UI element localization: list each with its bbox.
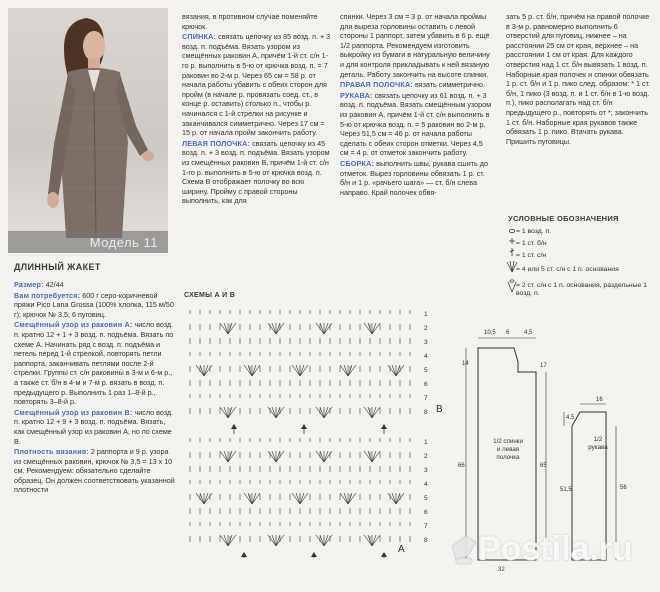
chart-b-shell-stroke <box>372 407 376 418</box>
chain-icon <box>509 229 514 232</box>
back-label: СПИНКА: <box>182 32 217 42</box>
scheme-a-label: A <box>398 544 405 555</box>
chart-b-shell-stroke <box>324 323 332 334</box>
pattern-a-label: Смещённый узор из раковин А: <box>14 320 133 330</box>
dim-14: 14 <box>462 361 469 367</box>
legend-item-sc: = 1 ст. б/н <box>516 240 547 247</box>
chart-b-shell-stroke <box>300 365 308 376</box>
chart-b-row-number: 5 <box>424 367 428 374</box>
chart-b-row-number: 2 <box>424 325 428 332</box>
chart-a-shell-stroke <box>320 535 324 546</box>
chart-b-shell-stroke <box>296 365 300 376</box>
col3-top-text: спинки. Через 3 см = 3 р. от начала проймы для выреза горловины оставить с левой стороны 1 раппорт, затем убавить в 6 р. ещё 1/2 раппорта. Рекомендуем изготовить выкройку из бумаги в натуральную величину и для контроля прикладывать к ней вязаную деталь. Работу закончить на высоте спинки. <box>340 12 490 79</box>
density-label: Плотность вязания: <box>14 447 89 457</box>
chart-b-row-number: 1 <box>424 311 428 318</box>
column-2 <box>182 12 332 207</box>
assembly-label: СБОРКА: <box>340 158 375 168</box>
chart-b-shell-stroke <box>340 365 348 376</box>
chart-a-shell-stroke <box>272 535 276 546</box>
chart-a-shell-stroke <box>224 451 228 462</box>
chart-a-shell-stroke <box>372 535 376 546</box>
chart-a-shell-stroke <box>268 451 276 462</box>
chart-a-shell-stroke <box>244 493 252 504</box>
article-title: ДЛИННЫЙ ЖАКЕТ <box>14 262 101 272</box>
chart-b-shell-stroke <box>324 407 332 418</box>
dim-top-3: 4,5 <box>524 330 533 336</box>
chart-a-shell-stroke <box>204 493 212 504</box>
chart-b-shell-stroke <box>268 323 276 334</box>
chart-b-shell-stroke <box>292 365 300 376</box>
model-caption: Модель 11 <box>89 235 158 250</box>
model-photo <box>8 8 168 253</box>
chart-a-row-number: 6 <box>424 509 428 516</box>
chart-a-shell-stroke <box>344 493 348 504</box>
chart-a-shell-stroke <box>200 493 204 504</box>
sleeve-dim-16: 16 <box>596 397 603 403</box>
back-text: связать цепочку из 85 возд. п. + 3 возд. п. подъёма. Вязать узором из смещённых раковин А, причём 1-й ст. с/н 1-го р. выполнить в 5-ю от крючка возд. п. = 7 раковин во 2-м р. Через 65 см = 58 р. от начала работы убавить с обеих сторон для пройм (в начале р. провязать соед. ст., в конце р. оставить) столько п., чтобы р. начинался с 1-й стрелки на рисунке и заканчивался симметрично. Через 17 см = 15 р. от начала пройм закончить работу. <box>182 32 331 138</box>
v-stitch-icon <box>508 280 516 292</box>
chart-b-shell-stroke <box>276 407 280 418</box>
col2-top-text: вязания, в противном случае поменяйте крючок. <box>182 12 318 31</box>
chart-a-shell-stroke <box>300 493 304 504</box>
chart-a-shell-stroke <box>364 535 372 546</box>
chart-b-shell-stroke <box>200 365 204 376</box>
chart-a-shell-stroke <box>372 451 380 462</box>
density-text: 2 раппорта и 9 р. узора из смещённых раковин, крючок № 3,5 = 13 х 10 см. Рекомендуем: обязательно сделайте образец. Он должен соответствовать указанной плотности <box>14 447 175 495</box>
chart-a-shell-stroke <box>204 493 208 504</box>
chart-b-shell-stroke <box>224 323 228 334</box>
materials-label: Вам потребуется: <box>14 290 81 300</box>
dim-66: 66 <box>458 463 465 469</box>
schemes-title: СХЕМЫ А И В <box>184 292 236 299</box>
dim-32: 32 <box>498 567 505 573</box>
chart-a-shell-stroke <box>220 451 228 462</box>
chart-b-shell-stroke <box>364 323 372 334</box>
chart-a-shell-stroke <box>364 451 372 462</box>
chart-b-row-number: 3 <box>424 339 428 346</box>
right-front-label: ПРАВАЯ ПОЛОЧКА: <box>340 80 413 90</box>
chart-b-shell-stroke <box>276 323 280 334</box>
chart-b-shell-stroke <box>320 407 324 418</box>
watermark-text: Postila.ru <box>478 530 633 568</box>
chart-b-shell-stroke <box>220 407 228 418</box>
chart-a-shell-stroke <box>224 535 228 546</box>
sleeves-text: связать цепочку из 61 возд. п. + 3 возд. п. подъёма. Вязать смещённым узором из раковин А, причём 1-й ст. с/н выполнить в 5-ю от крючка возд. п. = 5 раковин во 2-м р. Через 51,5 см = 46 р. от начала работы сделать с обеих сторон отметки. Через 4,5 см = 4 р. от отметок закончить работу. <box>340 90 492 158</box>
chart-b-shell-stroke <box>204 365 208 376</box>
chart-b-shell-stroke <box>324 407 328 418</box>
sleeve-dim-515: 51,5 <box>560 487 572 493</box>
pattern-a-text: число возд. п. кратно 12 + 1 + 3 возд. п. подъёма. Вязать по схеме А. Начинать ряд с возд. п. подъёма и петель перед 1-й стрелкой, повторять петли раппорта, заканчивать петлями после 2-й стрелки. Группы ст. с/н раковины в 3-м и 6-м р., а также ст. б/н в 4-м и 7-м р. вязать в возд. п. предыдущего р. Выполнить 1 раз 1–8-й р., повторять 3–8-й р. <box>14 320 174 407</box>
chart-b-shell-stroke <box>372 407 380 418</box>
chart-a-row-number: 4 <box>424 481 428 488</box>
dim-top-1: 10,5 <box>484 330 496 336</box>
chart-a-shell-stroke <box>292 493 300 504</box>
dim-17: 17 <box>540 363 547 369</box>
chart-b-shell-stroke <box>252 365 260 376</box>
chart-b-shell-stroke <box>344 365 348 376</box>
chart-b-shell-stroke <box>392 365 396 376</box>
body-label-line-1: 1/2 спинки <box>493 438 523 445</box>
chart-a-shell-stroke <box>272 451 276 462</box>
chart-b-shell-stroke <box>324 323 328 334</box>
left-front-text: связать цепочку из 45 возд. п. + 3 возд. п. подъёма. Вязать узором из смещённых раковин В, причём 1-й ст. с/н 1-го р. выполнить в 5-ю от крючка возд. п. Схема В отображает полочку во всю ширину. Пройму с правой стороны выполнить, как для <box>182 138 330 206</box>
legend-item-chain: = 1 возд. п. <box>516 228 552 235</box>
pattern-b-text: число возд. п. кратно 12 + 9 + 3 возд. п. подъёма. Вязать, как смещённый узор из раковин А, но по схеме В. <box>14 407 174 446</box>
chart-b-shell-stroke <box>396 365 400 376</box>
chart-a-shell-stroke <box>396 493 400 504</box>
model-illustration <box>8 8 168 253</box>
chart-a-shell-stroke <box>392 493 396 504</box>
column-3 <box>340 12 492 198</box>
materials-text: 600 г серо-коричневой пряжи Pico Lana Grossa (100% хлопка, 115 м/50 г); крючок № 3,5; 6 пуговиц. <box>14 290 174 319</box>
chart-a-shell-stroke <box>324 451 332 462</box>
chart-a-shell-stroke <box>276 451 280 462</box>
chart-b-shell-stroke <box>268 407 276 418</box>
chart-b-shell-stroke <box>228 323 236 334</box>
crochet-charts <box>184 302 434 558</box>
chart-b-shell-stroke <box>348 365 356 376</box>
pattern-b-label: Смещённый узор из раковин В: <box>14 407 133 417</box>
chart-a-shell-stroke <box>340 493 348 504</box>
sleeve-dim-56: 56 <box>620 485 627 491</box>
chart-b-row-number: 4 <box>424 353 428 360</box>
chart-b-row-number: 6 <box>424 381 428 388</box>
column-4 <box>506 12 652 147</box>
chart-a-shell-stroke <box>320 451 324 462</box>
right-front-text: вязать симметрично. <box>414 80 485 90</box>
chart-a-shell-stroke <box>324 535 332 546</box>
chart-b-shell-stroke <box>320 323 324 334</box>
chart-b-shell-stroke <box>224 407 228 418</box>
body-label-line-3: полочка <box>496 454 520 461</box>
chart-a-row-number: 5 <box>424 495 428 502</box>
dim-65: 65 <box>540 463 547 469</box>
chart-a-shell-stroke <box>268 535 276 546</box>
legend-item-v-stitch: = 2 ст. с/н с 1 п. основания, раздельные 1 возд. п. <box>516 282 648 297</box>
chart-b-shell-stroke <box>220 323 228 334</box>
scheme-b-label: B <box>436 404 443 415</box>
assembly-text: выполнить швы, рукава сшить до отметок. Вырез горловины обвязать 1 р. ст. б/н и 1 р. «рачьего шага» — ст. б/н слева направо. Край полочек обвя- <box>340 158 488 197</box>
sleeves-label: РУКАВА: <box>340 90 373 100</box>
left-front-label: ЛЕВАЯ ПОЛОЧКА: <box>182 138 251 148</box>
chart-b-shell-stroke <box>372 323 380 334</box>
chart-a-shell-stroke <box>348 493 356 504</box>
chart-a-row-number: 1 <box>424 439 428 446</box>
chart-b-row-number: 7 <box>424 395 428 402</box>
sleeve-dim-45: 4,5 <box>566 415 575 421</box>
chart-b-shell-stroke <box>388 365 396 376</box>
chart-a-shell-stroke <box>300 493 308 504</box>
column-1 <box>14 280 176 496</box>
chart-a-shell-stroke <box>296 493 300 504</box>
chart-a-row-number: 7 <box>424 523 428 530</box>
chart-a-row-number: 8 <box>424 537 428 544</box>
chart-b-shell-stroke <box>364 407 372 418</box>
chart-b-shell-stroke <box>300 365 304 376</box>
chart-b-row-number: 8 <box>424 409 428 416</box>
col4-text: зать 5 р. ст. б/н, причём на правой полочке в 3-м р. равномерно выполнить 6 отверстий для пуговиц, нижнее – на расстоянии 25 см от края, верхнее – на расстоянии 1 см от края. Для каждого отверстия над 1 ст. б/н вывязать 1 возд. п. Наборные края полочек и спинки обвязать 1 р. ст. б/н и 1 р. пико след. образом: * 1 ст. б/н, 1 пико (3 возд. п. и 1 ст. б/н в 1-ю возд. п.), пико располагать над ст. б/н предыдущего р., повторять от *; закончить 1 ст. б/н. Наборные края рукавов также обвязать 1 р. пико. Втачать рукава. Пришить пуговицы. <box>506 12 651 146</box>
legend-item-dc: = 1 ст. с/н <box>516 252 547 259</box>
chart-b-shell-stroke <box>272 323 276 334</box>
sleeve-label-line-2: рукава <box>588 444 608 451</box>
chart-a-shell-stroke <box>324 535 328 546</box>
legend-title: УСЛОВНЫЕ ОБОЗНАЧЕНИЯ <box>508 214 619 223</box>
chart-b-shell-stroke <box>252 365 256 376</box>
chart-b-shell-stroke <box>228 407 236 418</box>
chart-a-shell-stroke <box>252 493 256 504</box>
chart-a-row-number: 3 <box>424 467 428 474</box>
chart-a-shell-stroke <box>228 451 236 462</box>
body-piece-label <box>488 438 528 462</box>
body-label-line-2: и левая <box>496 446 520 453</box>
size-label: Размер: <box>14 280 44 289</box>
chart-a-shell-stroke <box>252 493 260 504</box>
chart-a-shell-stroke <box>228 535 236 546</box>
chart-a-shell-stroke <box>388 493 396 504</box>
chart-a-shell-stroke <box>372 451 376 462</box>
sleeve-piece-label <box>578 436 618 452</box>
chart-b-shell-stroke <box>204 365 212 376</box>
sleeve-label-line-1: 1/2 <box>593 436 603 443</box>
chart-a-shell-stroke <box>372 535 380 546</box>
dim-top-2: 6 <box>506 330 510 336</box>
chart-b-shell-stroke <box>372 323 376 334</box>
size-value: 42/44 <box>45 280 64 289</box>
chart-b-shell-stroke <box>272 407 276 418</box>
chart-b-shell-stroke <box>244 365 252 376</box>
chart-a-shell-stroke <box>276 535 280 546</box>
chart-a-shell-stroke <box>220 535 228 546</box>
legend-item-shell: = 4 или 5 ст. с/н с 1 п. основания <box>516 266 619 273</box>
chart-a-shell-stroke <box>324 451 328 462</box>
chart-a-row-number: 2 <box>424 453 428 460</box>
